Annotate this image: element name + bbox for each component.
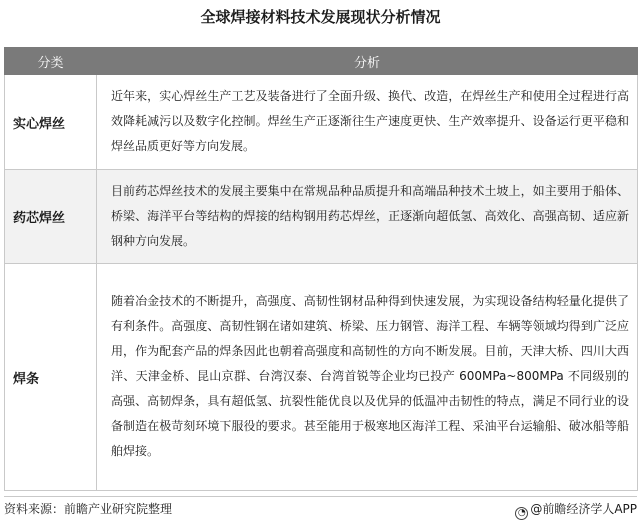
category-cell: 药芯焊丝 [5,170,97,264]
circle-logo-icon: ◔ [515,507,528,520]
header-analysis: 分析 [97,48,638,75]
table-row [5,170,638,264]
brand-credit [515,500,637,520]
source-note: 资料来源：前瞻产业研究院整理 [4,502,173,516]
category-cell: 焊条 [5,264,97,491]
analysis-cell: 近年来，实心焊丝生产工艺及装备进行了全面升级、换代、改造，在焊丝生产和使用全过程进行高效降耗减污以及数字化控制。焊丝生产正逐渐往生产速度更快、生产效率提升、设备运行更平稳和焊丝品质更好等方向发展。 [97,75,638,170]
analysis-cell: 随着冶金技术的不断提升，高强度、高韧性钢材品种得到快速发展，为实现设备结构轻量化提供了有利条件。高强度、高韧性钢在诸如建筑、桥梁、压力钢管、海洋工程、车辆等领域均得到广泛应用，作为配套产品的焊条因此也朝着高强度和高韧性的方向不断发展。目前，天津大桥、四川大西洋、天津金桥、昆山京群、台湾汉泰、台湾首锐等企业均已投产 600MPa~800MPa 不同级别的高强、高韧焊条，具有超低氢、抗裂性能优良以及优异的低温冲击韧性的特点，满足不同行业的设备制造在极苛刻环境下服役的要求。甚至能用于极寒地区海洋工程、采油平台运输船、破冰船等船舶焊接。 [97,264,638,491]
table-header-row [5,48,638,75]
analysis-table [4,47,638,491]
brand-label: @前瞻经济学人APP [530,502,637,516]
footer-divider [4,496,637,497]
table-row [5,264,638,491]
header-category: 分类 [5,48,97,75]
table-row [5,75,638,170]
category-cell: 实心焊丝 [5,75,97,170]
footer [4,500,637,518]
page-title: 全球焊接材料技术发展现状分析情况 [200,8,441,26]
analysis-cell: 目前药芯焊丝技术的发展主要集中在常规品种品质提升和高端品种技术土坡上，如主要用于船体、桥梁、海洋平台等结构的焊接的结构钢用药芯焊丝，正逐渐向超低氢、高效化、高强高韧、适应新钢种方向发展。 [97,170,638,264]
